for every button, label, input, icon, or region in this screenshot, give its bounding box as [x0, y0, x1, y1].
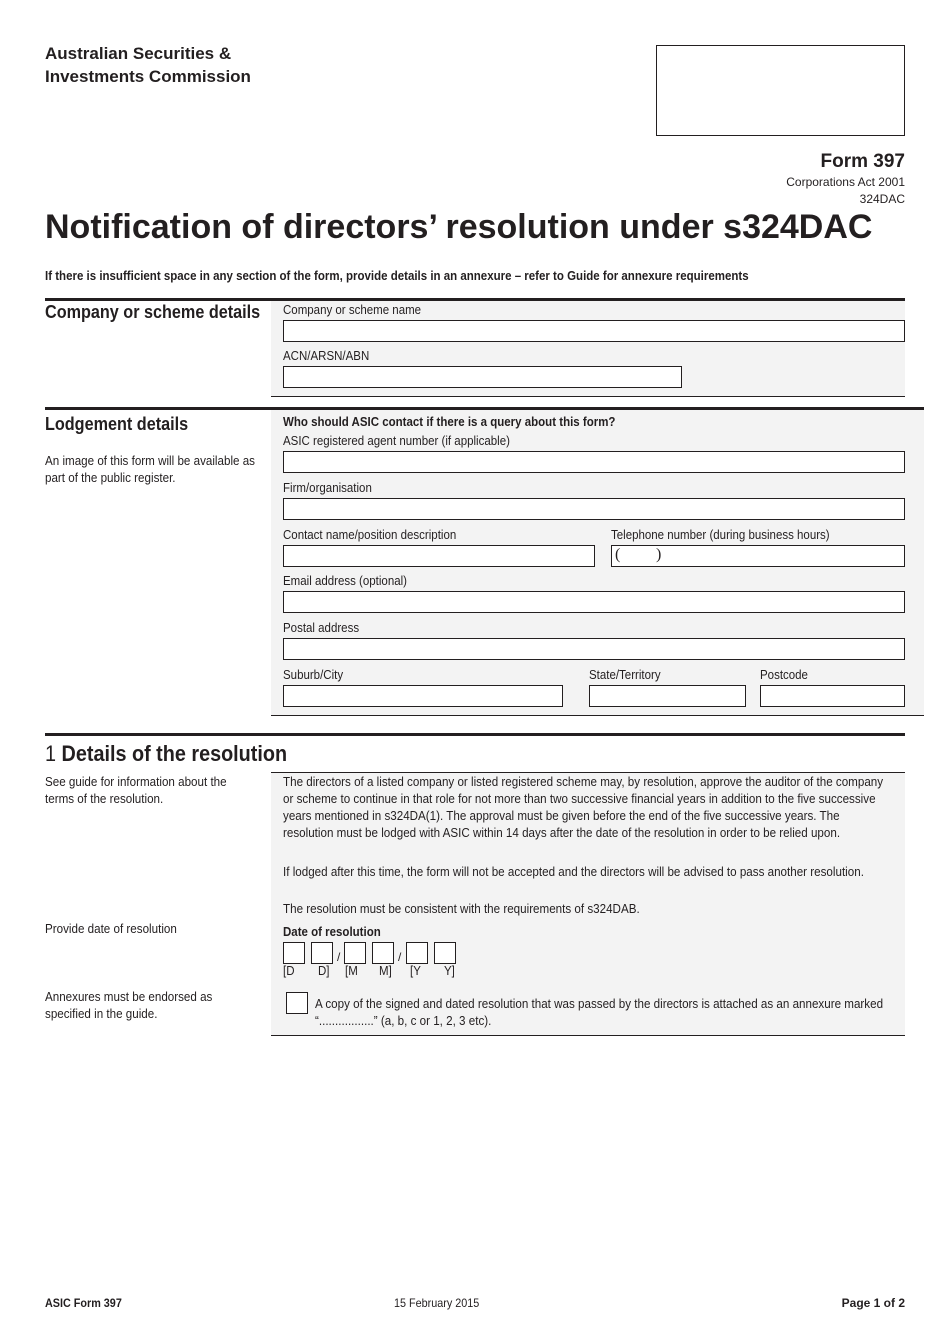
lodgement-section-bottom-rule [271, 715, 924, 716]
guide-note: See guide for information about the terms of the resolution. [45, 775, 227, 806]
lodgement-section-heading: Lodgement details [45, 414, 189, 434]
annexure-checkbox[interactable] [286, 992, 308, 1014]
suburb-input[interactable] [283, 685, 563, 707]
postal-address-input[interactable] [283, 638, 905, 660]
form-number: Form 397 [820, 151, 905, 172]
company-name-input[interactable] [283, 320, 905, 342]
footer-date: 15 February 2015 [394, 1296, 480, 1310]
date-month-hint-1: [M [345, 964, 358, 978]
date-month-digit-2[interactable] [372, 942, 394, 964]
email-input[interactable] [283, 591, 905, 613]
acn-input[interactable] [283, 366, 682, 388]
date-month-hint-2: M] [379, 964, 392, 978]
resolution-paragraph-2: If lodged after this time, the form will not be accepted and the directors will be advised to pass another resolution. [283, 865, 864, 879]
date-separator-2: / [398, 950, 402, 964]
date-year-digit-1[interactable] [406, 942, 428, 964]
date-day-digit-1[interactable] [283, 942, 305, 964]
contact-name-input[interactable] [283, 545, 595, 567]
annexure-note: Annexures must be endorsed as specified in the guide. [45, 990, 213, 1021]
company-section-bottom-rule [271, 396, 905, 397]
postcode-input[interactable] [760, 685, 905, 707]
telephone-label: Telephone number (during business hours) [611, 528, 830, 542]
agent-number-label: ASIC registered agent number (if applicable) [283, 434, 510, 448]
telephone-input[interactable] [611, 545, 905, 567]
date-day-digit-2[interactable] [311, 942, 333, 964]
page-title: Notification of directors’ resolution under s324DAC [45, 208, 873, 246]
organisation-name [45, 42, 251, 88]
annexure-instruction: If there is insufficient space in any section of the form, provide details in an annexure – refer to Guide for annexure requirements [45, 269, 749, 283]
date-of-resolution-label: Date of resolution [283, 925, 381, 939]
organisation-name-line2: Investments Commission [45, 67, 251, 86]
suburb-label: Suburb/City [283, 668, 344, 682]
section-number: 1 [45, 741, 57, 766]
company-name-label: Company or scheme name [283, 303, 422, 317]
section-title: Details of the resolution [61, 741, 288, 766]
firm-input[interactable] [283, 498, 905, 520]
agent-number-input[interactable] [283, 451, 905, 473]
state-label: State/Territory [589, 668, 661, 682]
contact-name-label: Contact name/position description [283, 528, 457, 542]
date-month-digit-1[interactable] [344, 942, 366, 964]
firm-label: Firm/organisation [283, 481, 372, 495]
date-separator-1: / [337, 950, 341, 964]
resolution-section-heading [45, 741, 287, 767]
annexure-statement: A copy of the signed and dated resolution that was passed by the directors is attached as an annexure marked “.................” (a, b, c or 1, 2, 3 etc). [315, 997, 884, 1028]
date-year-hint-2: Y] [444, 964, 455, 978]
postcode-label: Postcode [760, 668, 808, 682]
contact-question: Who should ASIC contact if there is a query about this form? [283, 415, 616, 429]
state-input[interactable] [589, 685, 746, 707]
act-section: 324DAC [859, 192, 905, 206]
date-year-hint-1: [Y [410, 964, 421, 978]
date-day-hint-1: [D [283, 964, 295, 978]
area-code-open: ( [615, 546, 621, 563]
resolution-section-rule [45, 733, 905, 736]
resolution-panel-bottom-rule [271, 1035, 905, 1036]
date-day-hint-2: D] [318, 964, 330, 978]
act-name: Corporations Act 2001 [786, 175, 905, 189]
footer-page-number: Page 1 of 2 [841, 1296, 905, 1310]
area-code-close: ) [656, 546, 662, 563]
resolution-paragraph-3: The resolution must be consistent with the requirements of s324DAB. [283, 902, 640, 916]
resolution-paragraph-1: The directors of a listed company or listed registered scheme may, by resolution, approve the auditor of the company or scheme to continue in that role for not more than two successive financial years in addition to the five successive years mentioned in s324DA(1). The approval must be given before the end of the five successive years. The resolution must be lodged with ASIC within 14 days after the date of the resolution in order to be relied upon. [283, 775, 884, 840]
postal-address-label: Postal address [283, 621, 360, 635]
date-year-digit-2[interactable] [434, 942, 456, 964]
footer-form-name: ASIC Form 397 [45, 1296, 122, 1310]
date-prompt: Provide date of resolution [45, 922, 177, 936]
email-label: Email address (optional) [283, 574, 408, 588]
organisation-name-line1: Australian Securities & [45, 44, 232, 63]
acn-label: ACN/ARSN/ABN [283, 349, 370, 363]
company-section-heading: Company or scheme details [45, 302, 261, 322]
public-register-note: An image of this form will be available as part of the public register. [45, 454, 256, 485]
office-use-box [656, 45, 905, 136]
